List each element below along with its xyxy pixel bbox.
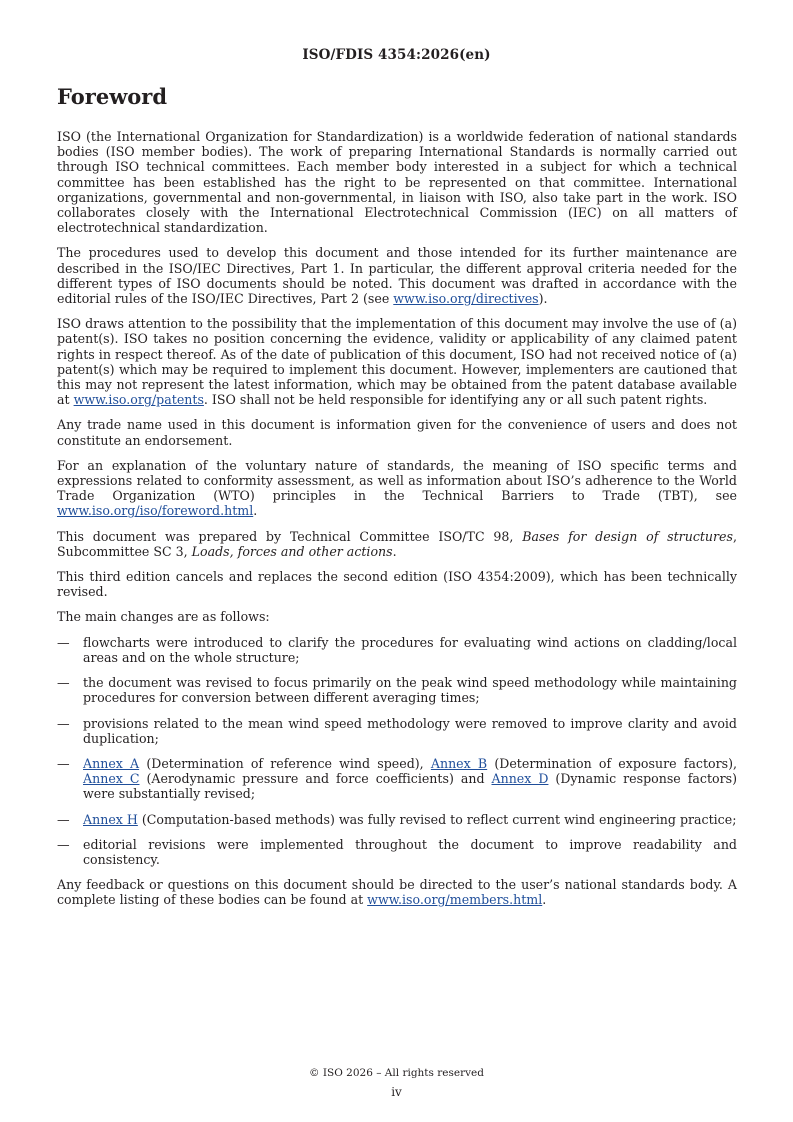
- annex-a-link[interactable]: Annex A: [83, 755, 140, 771]
- list-item-text: the document was revised to focus primarily on the peak wind speed methodology while maintaining procedures for conversion between different averaging times;: [83, 675, 737, 706]
- changes-list: [57, 635, 737, 867]
- list-item: [57, 812, 737, 827]
- list-item-text: (Aerodynamic pressure and force coefficients) and: [139, 771, 492, 787]
- list-item: [57, 756, 737, 802]
- paragraph-voluntary-text: For an explanation of the voluntary nature of standards, the meaning of ISO specific terms and expressions related to conformity assessment, as well as information about ISO’s adherence to the World Trade Organization (WTO) principles in the Technical Barriers to Trade (TBT), see: [57, 457, 737, 504]
- annex-c-link[interactable]: Annex C: [83, 771, 140, 787]
- committee-text-a: This document was prepared by Technical Committee ISO/TC 98,: [57, 528, 523, 544]
- paragraph-feedback-end: .: [542, 892, 547, 908]
- committee-text-e: .: [392, 543, 397, 559]
- dash-bullet: —: [57, 836, 70, 852]
- members-link[interactable]: www.iso.org/members.html: [367, 892, 543, 908]
- foreword-link[interactable]: www.iso.org/iso/foreword.html: [57, 503, 254, 519]
- dash-bullet: —: [57, 675, 70, 691]
- page-title: Foreword: [57, 84, 168, 109]
- committee-text-c: , Subcommittee SC 3,: [57, 528, 737, 559]
- committee-name: Bases for design of structures: [522, 528, 733, 544]
- list-item-text: flowcharts were introduced to clarify the procedures for evaluating wind actions on cladding/local areas and on the whole structure;: [83, 634, 737, 665]
- dash-bullet: —: [57, 755, 70, 771]
- list-item: [57, 716, 737, 746]
- paragraph-feedback: [57, 877, 737, 907]
- paragraph-iso-intro: ISO (the International Organization for Standardization) is a worldwide federation of national standards bodies (ISO member bodies). The work of preparing International Standards is normally carried out through ISO technical committees. Each member body interested in a subject for which a technical committee has been established has the right to be represented on that committee. International organizations, governmental and non-governmental, in liaison with ISO, also take part in the work. ISO collaborates closely with the International Electrotechnical Commission (IEC) on all matters of electrotechnical standardization.: [57, 129, 737, 236]
- paragraph-committee: [57, 529, 737, 559]
- subcommittee-name: Loads, forces and other actions: [191, 543, 393, 559]
- list-item-text: editorial revisions were implemented throughout the document to improve readability and consistency.: [83, 836, 737, 867]
- paragraph-voluntary-end: .: [253, 503, 258, 519]
- foreword-body: [57, 129, 737, 918]
- list-item: [57, 837, 737, 867]
- list-item: [57, 635, 737, 665]
- document-header: ISO/FDIS 4354:2026(en): [302, 47, 491, 63]
- paragraph-edition: This third edition cancels and replaces the second edition (ISO 4354:2009), which has been technically revised.: [57, 569, 737, 600]
- paragraph-main-changes: The main changes are as follows:: [57, 609, 270, 625]
- paragraph-procedures-text: The procedures used to develop this document and those intended for its further maintenance are described in the ISO/IEC Directives, Part 1. In particular, the different approval criteria needed for the different types of ISO documents should be noted. This document was drafted in accordance with the editorial rules of the ISO/IEC Directives, Part 2 (see: [57, 245, 737, 307]
- paragraph-patents-end: . ISO shall not be held responsible for identifying any or all such patent rights.: [203, 392, 708, 408]
- paragraph-procedures: [57, 245, 737, 306]
- paragraph-patents-text: ISO draws attention to the possibility that the implementation of this document may involve the use of (a) patent(s). ISO takes no position concerning the evidence, validity or applicability of any claimed patent rights in respect thereof. As of the date of publication of this document, ISO had not received notice of (a) patent(s) which may be required to implement this document. However, implementers are cautioned that this may not represent the latest information, which may be obtained from the patent database available at: [57, 316, 737, 408]
- list-item-text: provisions related to the mean wind speed methodology were removed to improve clarity and avoid duplication;: [83, 715, 737, 746]
- paragraph-trade-name: Any trade name used in this document is information given for the convenience of users and does not constitute an endorsement.: [57, 417, 737, 448]
- annex-h-link[interactable]: Annex H: [83, 811, 138, 827]
- dash-bullet: —: [57, 811, 70, 827]
- annex-d-link[interactable]: Annex D: [491, 771, 549, 787]
- annex-b-link[interactable]: Annex B: [430, 755, 488, 771]
- directives-link[interactable]: www.iso.org/directives: [393, 291, 539, 307]
- paragraph-voluntary-nature: [57, 458, 737, 519]
- patents-link[interactable]: www.iso.org/patents: [73, 392, 204, 408]
- list-item-text: (Determination of reference wind speed),: [139, 755, 431, 771]
- list-item: [57, 675, 737, 705]
- dash-bullet: —: [57, 634, 70, 650]
- list-item-text: (Determination of exposure factors),: [487, 755, 737, 771]
- copyright-footer: © ISO 2026 – All rights reserved: [309, 1067, 484, 1079]
- paragraph-procedures-end: ).: [538, 291, 548, 307]
- paragraph-feedback-text: Any feedback or questions on this document should be directed to the user’s national standards body. A complete listing of these bodies can be found at: [57, 877, 737, 908]
- dash-bullet: —: [57, 715, 70, 731]
- paragraph-patents: [57, 316, 737, 407]
- list-item-text: (Dynamic response factors) were substantially revised;: [83, 771, 737, 802]
- list-item-text: (Computation-based methods) was fully revised to reflect current wind engineering practice;: [137, 811, 737, 827]
- page-number: iv: [391, 1085, 402, 1099]
